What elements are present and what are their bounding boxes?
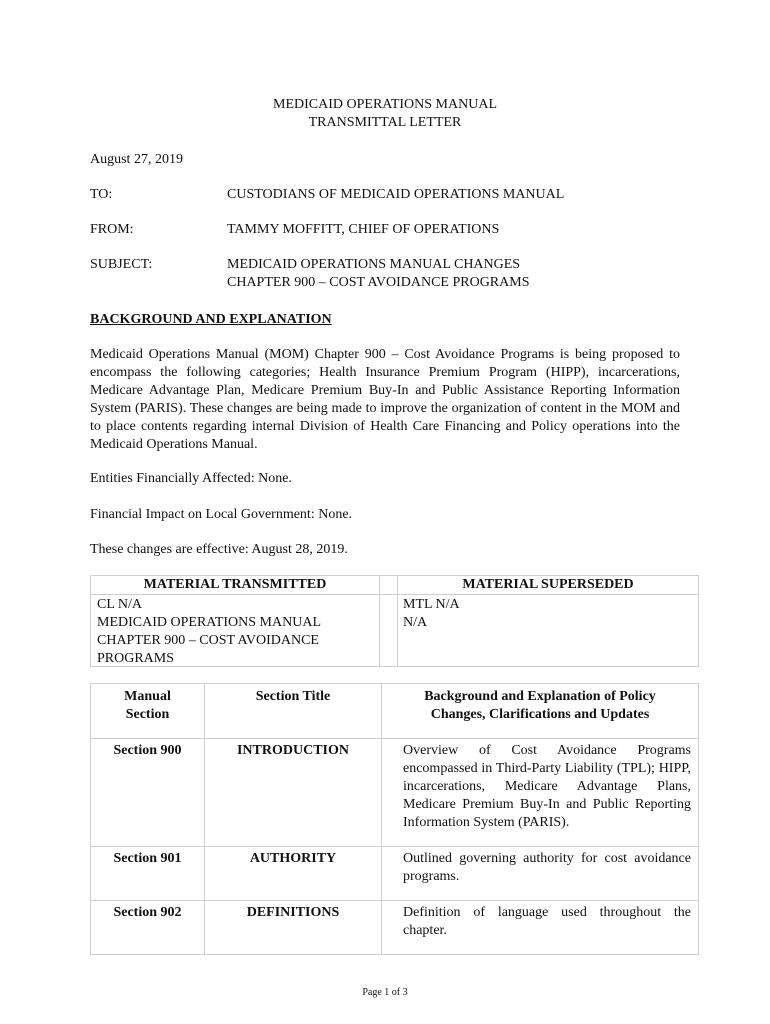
effective-date: These changes are effective: August 28, 2019.	[90, 542, 348, 557]
to-value: CUSTODIANS OF MEDICAID OPERATIONS MANUAL	[227, 187, 565, 202]
superseded-line: N/A	[403, 615, 428, 630]
transmitted-line: MEDICAID OPERATIONS MANUAL	[97, 615, 321, 630]
superseded-line: MTL N/A	[403, 597, 460, 612]
row-description: Outlined governing authority for cost avoidance programs.	[403, 851, 691, 884]
header-manual-section: Manual Section	[124, 689, 171, 722]
material-transmitted-cell	[97, 596, 377, 668]
letter-date: August 27, 2019	[90, 152, 183, 167]
transmitted-line: CL N/A	[97, 597, 142, 612]
financial-impact: Financial Impact on Local Government: None.	[90, 507, 353, 522]
row-section: Section 900	[113, 743, 182, 758]
row-title: AUTHORITY	[249, 851, 337, 866]
row-title: INTRODUCTION	[236, 743, 349, 758]
material-superseded-cell	[403, 596, 693, 632]
material-transmitted-header: MATERIAL TRANSMITTED	[143, 577, 327, 592]
sections-table	[90, 683, 699, 955]
row-section: Section 902	[113, 905, 182, 920]
background-paragraph: Medicaid Operations Manual (MOM) Chapter 900 – Cost Avoidance Programs is being proposed to encompass the following categories; Health Insurance Premium Program (HIPP), incarcerations, Medicare Advantage Plan, Medicare Premium Buy-In and Public Assistance Reporting Information System (PARIS). These changes are being made to improve the organization of content in the MOM and to place contents regarding internal Division of Health Care Financing and Policy operations into the Medicaid Operations Manual.	[90, 347, 680, 452]
from-value: TAMMY MOFFITT, CHIEF OF OPERATIONS	[227, 222, 500, 237]
subject-line-1: MEDICAID OPERATIONS MANUAL CHANGES	[227, 257, 521, 272]
material-superseded-header: MATERIAL SUPERSEDED	[462, 577, 634, 592]
row-description: Definition of language used throughout the chapter.	[403, 905, 691, 938]
subject-line-2: CHAPTER 900 – COST AVOIDANCE PROGRAMS	[227, 275, 530, 290]
document-header	[0, 96, 770, 132]
transmitted-line: PROGRAMS	[97, 651, 175, 666]
from-label: FROM:	[90, 222, 134, 237]
header-background: Background and Explanation of Policy Changes, Clarifications and Updates	[424, 689, 656, 722]
row-title: DEFINITIONS	[246, 905, 340, 920]
material-table	[90, 575, 699, 667]
to-label: TO:	[90, 187, 113, 202]
entities-affected: Entities Financially Affected: None.	[90, 471, 292, 486]
subject-label: SUBJECT:	[90, 257, 153, 272]
header-subtitle: TRANSMITTAL LETTER	[308, 115, 462, 130]
header-section-title: Section Title	[255, 689, 331, 704]
row-description: Overview of Cost Avoidance Programs encompassed in Third-Party Liability (TPL); HIPP, incarcerations, Medicare Advantage Plans, Medicare Premium Buy-In and Public Reporting Information System (PARIS).	[403, 743, 691, 830]
background-heading: BACKGROUND AND EXPLANATION	[90, 312, 332, 327]
row-section: Section 901	[113, 851, 182, 866]
page-number: Page 1 of 3	[362, 987, 408, 998]
header-title: MEDICAID OPERATIONS MANUAL	[273, 97, 497, 112]
transmitted-line: CHAPTER 900 – COST AVOIDANCE	[97, 633, 319, 648]
